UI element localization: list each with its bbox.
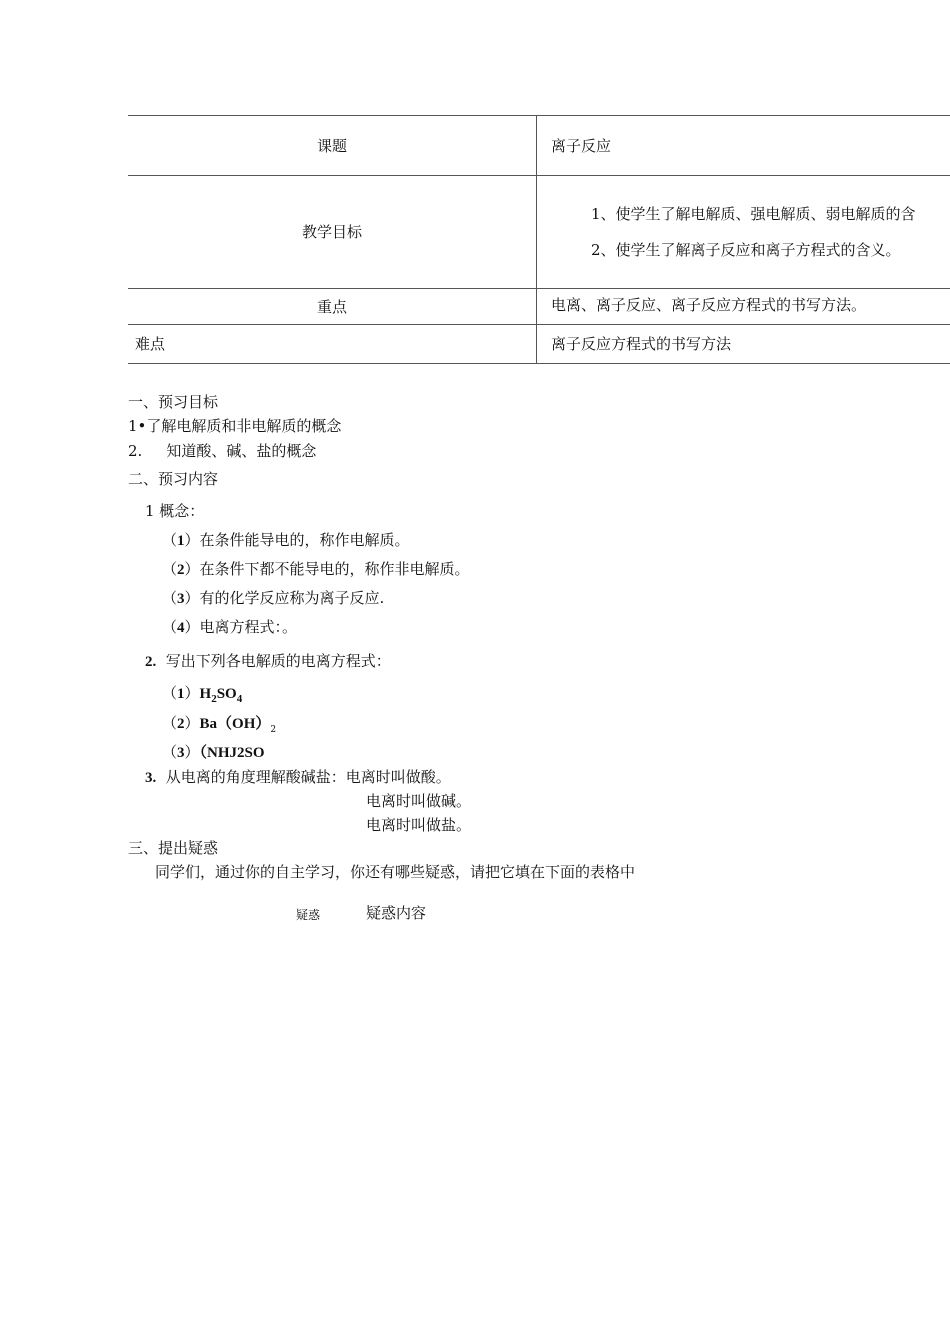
question-3-num: 3. [145, 770, 157, 786]
section1-heading: 一、预习目标 [128, 393, 219, 411]
section1-item2 [128, 441, 316, 461]
difficulty-label: 难点 [128, 325, 537, 364]
section3-intro: 同学们，通过你的自主学习，你还有哪些疑惑，请把它填在下面的表格中 [155, 863, 636, 881]
difficulty-value: 离子反应方程式的书写方法 [537, 325, 950, 364]
concept-title: 1 概念： [145, 502, 205, 520]
key-row [128, 289, 950, 325]
doubt-col-label: 疑惑 [296, 908, 321, 922]
doubt-content-label: 疑惑内容 [366, 904, 427, 922]
concept-2: （2）在条件下都不能导电的，称作非电解质。 [162, 560, 470, 578]
section1-item2-num: 2. [128, 442, 143, 460]
question-2-text: 写出下列各电解质的电离方程式： [165, 652, 391, 670]
concept-1: （1）在条件能导电的，称作电解质。 [162, 531, 410, 549]
goal-1: 1、使学生了解电解质、强电解质、弱电解质的含 [591, 205, 916, 223]
question-2-num: 2. [145, 654, 157, 670]
topic-label: 课题 [128, 116, 537, 176]
goal-2: 2、使学生了解离子反应和离子方程式的含义。 [591, 241, 901, 259]
topic-row [128, 116, 950, 176]
question-3-line2: 电离时叫做碱。 [366, 792, 472, 810]
question-2 [145, 651, 391, 672]
lesson-info-table [128, 115, 950, 364]
equation-2: $(2)Ba(OH)_2$ [162, 714, 277, 735]
key-label: 重点 [128, 289, 537, 325]
section1-item2-text: 知道酸、碱、盐的概念 [166, 442, 317, 460]
section3-heading: 三、提出疑惑 [128, 839, 219, 857]
concept-4: （4）电离方程式：。 [162, 618, 298, 636]
section2-heading: 二、预习内容 [128, 470, 219, 488]
question-3-text: 从电离的角度理解酸碱盐：电离时叫做酸。 [165, 768, 451, 786]
goals-cell [537, 176, 950, 289]
question-3 [145, 767, 451, 788]
question-3-line3: 电离时叫做盐。 [366, 816, 472, 834]
difficulty-row [128, 325, 950, 364]
goals-label: 教学目标 [128, 176, 537, 289]
equation-1: $(1)H_2SO_4$ [162, 684, 243, 705]
topic-value: 离子反应 [537, 116, 950, 176]
concept-3: （3）有的化学反应称为离子反应. [162, 589, 385, 607]
goals-row [128, 176, 950, 289]
key-value: 电离、离子反应、离子反应方程式的书写方法。 [537, 289, 950, 325]
section1-item1: 1•了解电解质和非电解质的概念 [128, 417, 342, 435]
equation-3: （3）（NHJ2SO [162, 743, 265, 761]
